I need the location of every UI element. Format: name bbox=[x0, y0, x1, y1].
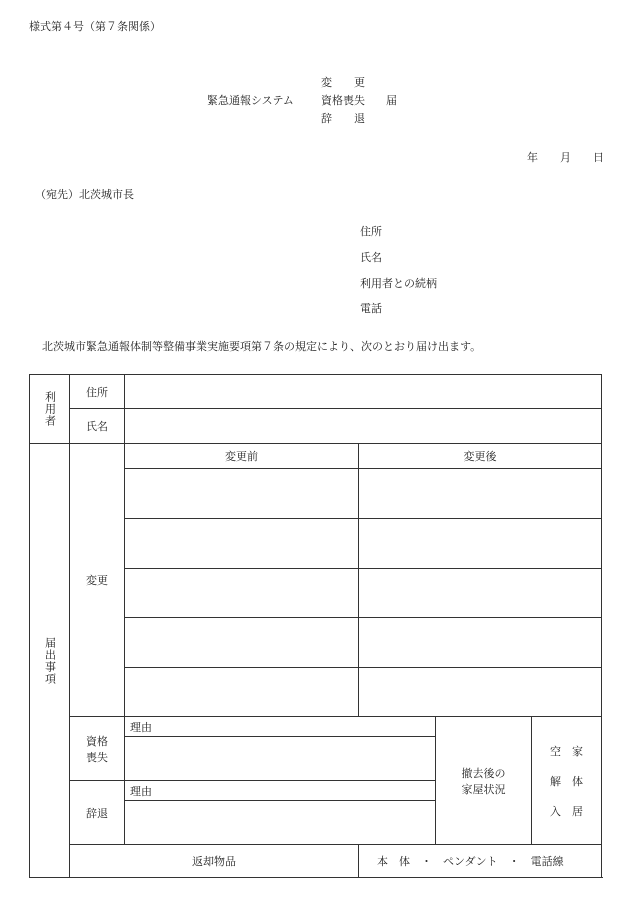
reason-field-decline[interactable] bbox=[125, 801, 436, 845]
matters-cell bbox=[30, 444, 70, 878]
loss-label-line-1: 資格 bbox=[86, 734, 108, 748]
change-label: 変更 bbox=[70, 444, 125, 717]
user-name-label: 氏名 bbox=[70, 409, 125, 444]
type-decline: 辞 退 bbox=[321, 112, 365, 125]
option-occupied[interactable]: 入 居 bbox=[550, 804, 583, 818]
notification-table bbox=[29, 374, 602, 878]
reason-label-decline: 理由 bbox=[125, 781, 436, 801]
after-header: 変更後 bbox=[359, 444, 602, 469]
doc-suffix: 届 bbox=[386, 94, 397, 107]
decline-label: 辞退 bbox=[70, 781, 125, 845]
applicant-phone-label: 電話 bbox=[360, 302, 382, 315]
applicant-address-label: 住所 bbox=[360, 225, 382, 238]
user-name-field[interactable] bbox=[125, 409, 602, 444]
user-group-cell bbox=[30, 375, 70, 444]
before-field[interactable] bbox=[125, 469, 359, 519]
before-field[interactable] bbox=[125, 569, 359, 618]
before-header: 変更前 bbox=[125, 444, 359, 469]
house-status-cell bbox=[436, 717, 532, 845]
house-status-line-2: 家屋状況 bbox=[461, 782, 506, 796]
option-vacant[interactable]: 空 家 bbox=[550, 744, 583, 758]
system-name: 緊急通報システム bbox=[207, 94, 294, 107]
type-loss: 資格喪失 bbox=[321, 94, 365, 107]
before-field[interactable] bbox=[125, 668, 359, 717]
house-status-line-1: 撤去後の bbox=[461, 766, 506, 780]
after-field[interactable] bbox=[359, 469, 602, 519]
user-address-field[interactable] bbox=[125, 375, 602, 409]
reason-field-loss[interactable] bbox=[125, 737, 436, 781]
form-number: 様式第４号（第７条関係） bbox=[29, 20, 161, 33]
matters-label: 届出事項 bbox=[43, 636, 57, 685]
reason-label-loss: 理由 bbox=[125, 717, 436, 737]
loss-label-line-2: 喪失 bbox=[86, 750, 108, 764]
after-field[interactable] bbox=[359, 668, 602, 717]
return-label: 返却物品 bbox=[70, 845, 359, 878]
before-field[interactable] bbox=[125, 519, 359, 569]
loss-cell bbox=[70, 717, 125, 781]
after-field[interactable] bbox=[359, 618, 602, 668]
before-field[interactable] bbox=[125, 618, 359, 668]
statement: 北茨城市緊急通報体制等整備事業実施要項第７条の規定により、次のとおり届け出ます。 bbox=[42, 340, 482, 353]
type-change: 変 更 bbox=[321, 76, 365, 89]
date-label: 年 月 日 bbox=[527, 151, 604, 164]
after-field[interactable] bbox=[359, 569, 602, 618]
option-demolish[interactable]: 解 体 bbox=[550, 774, 583, 788]
house-status-options bbox=[532, 717, 602, 845]
addressee: （宛先）北茨城市長 bbox=[35, 188, 134, 201]
user-address-label: 住所 bbox=[70, 375, 125, 409]
after-field[interactable] bbox=[359, 519, 602, 569]
applicant-relation-label: 利用者との続柄 bbox=[360, 277, 437, 290]
return-items[interactable]: 本 体 ・ ペンダント ・ 電話線 bbox=[359, 845, 602, 878]
applicant-name-label: 氏名 bbox=[360, 251, 382, 264]
user-group-label: 利用者 bbox=[43, 391, 57, 427]
